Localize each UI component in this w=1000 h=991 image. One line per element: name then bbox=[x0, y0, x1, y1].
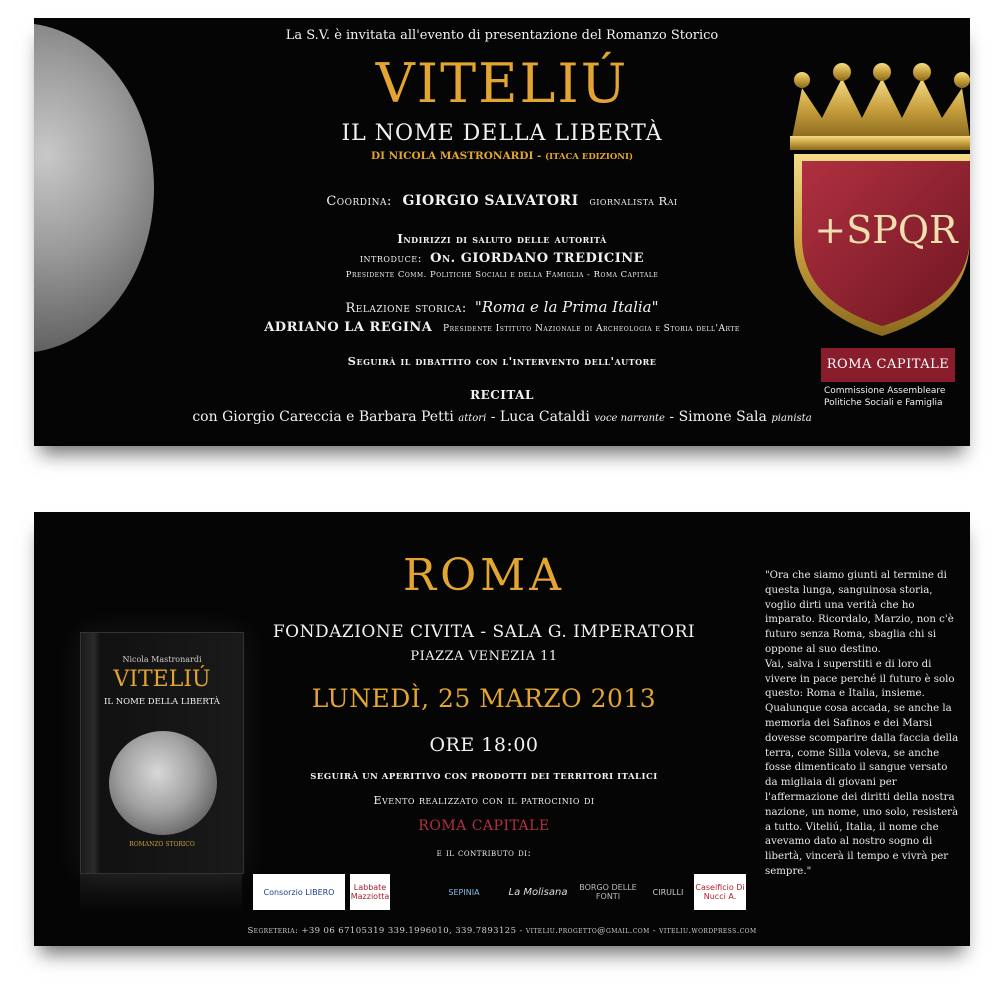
invitation-card-bottom bbox=[34, 512, 970, 946]
footer-contacts: Segreteria: +39 06 67105319 339.1996010, 339.7893125 - viteliu.progetto@gmail.com - viteliu.wordpress.com bbox=[247, 926, 757, 936]
relatore-name: ADRIANO LA REGINA bbox=[264, 320, 433, 335]
novel-quote bbox=[765, 569, 961, 880]
book-cover-tag: ROMANZO STORICO bbox=[129, 841, 195, 848]
invite-line: La S.V. è invitata all'evento di presentazione del Romanzo Storico bbox=[285, 28, 719, 43]
recital-role-actors: attori bbox=[458, 413, 487, 424]
sponsor-logo-consorzio-libero: Consorzio LIBERO bbox=[253, 874, 345, 910]
recital-pianist: Simone Sala bbox=[678, 409, 767, 425]
sponsor-logo-caseificio-di-nucci: Caseificio Di Nucci A. bbox=[694, 874, 746, 910]
recital-role-pianist: pianista bbox=[771, 413, 812, 424]
event-date: LUNEDÌ, 25 MARZO 2013 bbox=[311, 684, 657, 713]
sponsor-logo-cirulli: CIRULLI bbox=[646, 874, 690, 910]
coordina-label: Coordina: bbox=[326, 194, 392, 209]
coordina-role: giornalista Rai bbox=[589, 194, 678, 208]
relazione-label: Relazione storica: bbox=[345, 301, 467, 316]
introduce-name: On. GIORDANO TREDICINE bbox=[430, 251, 645, 266]
book-cover-author: Nicola Mastronardi bbox=[122, 655, 202, 664]
book-reflection bbox=[80, 874, 242, 914]
quote-paragraph: Vai, salva i superstiti e di loro di vivere in pace perché il futuro è solo questo: Roma e Italia, insieme. bbox=[765, 658, 955, 700]
venue: FONDAZIONE CIVITA - SALA G. IMPERATORI bbox=[272, 622, 696, 642]
event-time: ORE 18:00 bbox=[429, 734, 539, 756]
city: ROMA bbox=[402, 550, 566, 601]
coin-image bbox=[109, 731, 217, 835]
recital-actors: con Giorgio Careccia e Barbara Petti bbox=[192, 409, 454, 425]
saluti-line: Indirizzi di saluto delle autorità bbox=[397, 232, 607, 246]
relazione-title: "Roma e la Prima Italia" bbox=[474, 298, 659, 316]
crown-shape bbox=[792, 78, 970, 138]
sponsor-logo-labbate-mazziotta: Labbate Mazziotta bbox=[350, 874, 390, 910]
recital-row bbox=[34, 409, 970, 425]
author-line: DI NICOLA MASTRONARDI - (ITACA EDIZIONI) bbox=[370, 150, 634, 162]
address: PIAZZA VENEZIA 11 bbox=[410, 649, 558, 664]
aperitivo-line: SEGUIRÀ UN APERITIVO CON PRODOTTI DEI TERRITORI ITALICI bbox=[310, 772, 658, 782]
recital-narrator: Luca Cataldi bbox=[499, 409, 590, 425]
patrocinio-line: Evento realizzato con il patrocinio di bbox=[373, 794, 595, 807]
dibattito-line: Seguirà il dibattito con l'intervento dell'autore bbox=[347, 354, 657, 368]
quote-paragraph: "Ora che siamo giunti al termine di questa lunga, sanguinosa storia, voglio dirti una verità che ho imparato. Ricordalo, Marzio, non c'è futuro senza Roma, sbaglia chi si oppone al suo destino. bbox=[765, 570, 954, 655]
sponsor-logo-sepinia: SEPINIA bbox=[426, 874, 502, 910]
publisher: (ITACA EDIZIONI) bbox=[545, 152, 634, 162]
book-cover-title: VITELIÚ bbox=[113, 667, 211, 692]
roma-capitale-label: ROMA CAPITALE bbox=[821, 348, 955, 382]
patrocinio-entity: ROMA CAPITALE bbox=[418, 818, 550, 834]
sponsor-logo-molisana: La Molisana bbox=[506, 874, 570, 910]
recital-role-narrator: voce narrante bbox=[594, 413, 665, 424]
invitation-card-top bbox=[34, 18, 970, 446]
relatore-role: Presidente Istituto Nazionale di Archeologia e Storia dell'Arte bbox=[443, 324, 740, 334]
quote-paragraph: Qualunque cosa accada, se anche la memoria dei Safinos e dei Marsi dovesse scomparire dalla faccia della terra, come Silla voleva, se anche fosse dimenticato il sangue versato da migliaia di giovani per l'affermazione dei diritti della nostra nazione, un nome, uno solo, resisterà a tutto. Viteliú, Italia, il nome che avevamo dato al nostro sogno di libertà, vincerà il tempo e vivrà per sempre." bbox=[765, 703, 959, 877]
contributo-line: e il contributo di: bbox=[436, 848, 532, 859]
author-name: DI NICOLA MASTRONARDI bbox=[370, 150, 534, 162]
book-subtitle: IL NOME DELLA LIBERTÀ bbox=[341, 121, 663, 146]
recital-label: RECITAL bbox=[470, 388, 534, 402]
roma-capitale-crest bbox=[772, 58, 970, 338]
commission-line-2: Politiche Sociali e Famiglia bbox=[824, 398, 943, 408]
book-cover-subtitle: IL NOME DELLA LIBERTÀ bbox=[104, 697, 220, 707]
commission-line-1: Commissione Assembleare bbox=[824, 386, 946, 396]
sponsor-logo-borgo-delle-fonti: BORGO DELLE FONTI bbox=[574, 874, 642, 910]
recital-separator: - bbox=[490, 409, 496, 425]
recital-separator: - bbox=[669, 409, 675, 425]
introduce-label: introduce: bbox=[359, 251, 422, 265]
book-title: VITELIÚ bbox=[375, 52, 629, 115]
introduce-role: Presidente Comm. Politiche Sociali e della Famiglia - Roma Capitale bbox=[345, 270, 659, 280]
coordina-name: GIORGIO SALVATORI bbox=[402, 193, 579, 209]
crest-text: +SPQR bbox=[814, 208, 958, 252]
book-cover bbox=[80, 632, 244, 874]
